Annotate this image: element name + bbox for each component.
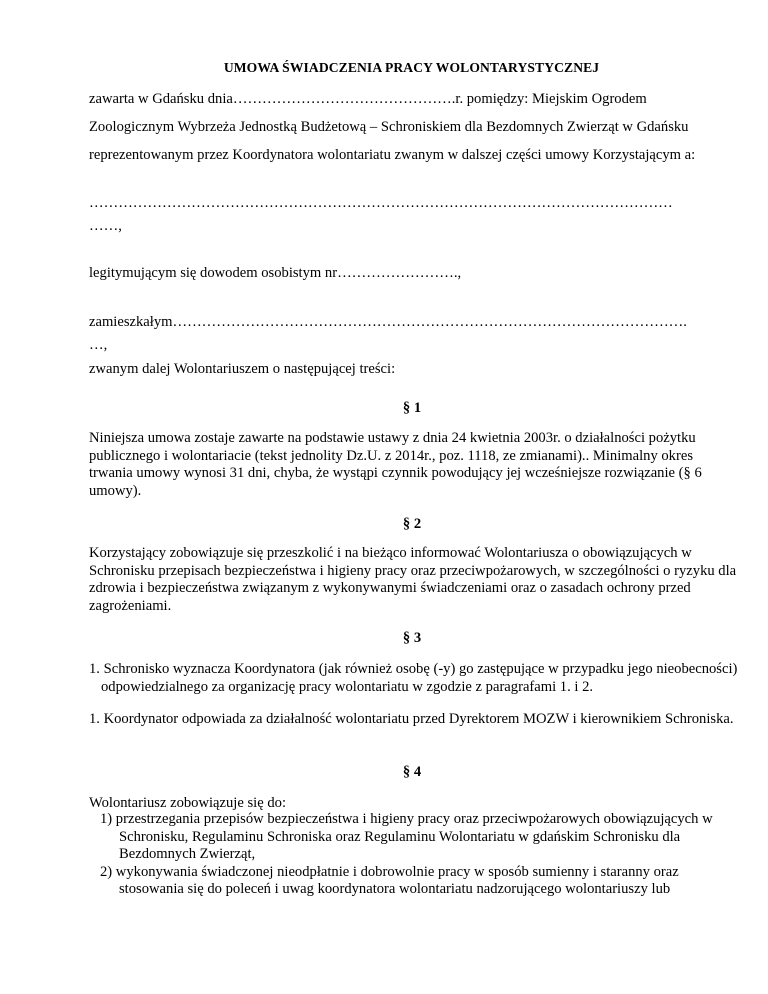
- address-line: zamieszkałym…………………………………………………………………………………………….: [89, 314, 687, 330]
- section-2-heading: § 2: [402, 516, 422, 532]
- intro-line-1: zawarta w Gdańsku dnia……………………………………….r. pomiędzy: Miejskim Ogrodem: [89, 91, 647, 107]
- list-item: 2) wykonywania świadczonej nieodpłatnie i dobrowolnie pracy w sposób sumienny i staranny oraz stosowania się do poleceń i uwag koordynatora wolontariatu nadzorującego wolontariuszy lub: [100, 863, 679, 897]
- section-1-text: Niniejsza umowa zostaje zawarte na podstawie ustawy z dnia 24 kwietnia 2003r. o działalności pożytku publicznego i wolontariacie (tekst jednolity Dz.U. z 2014r., poz. 1118, ze zmianami).. Minimalny okres trwania umowy wynosi 31 dni, chyba, że wystąpi czynnik powodujący jej wcześniejsze rozwiązanie (§ 6 umowy).: [89, 430, 702, 499]
- address-line-end: …,: [89, 337, 108, 353]
- section-4-list: [100, 811, 740, 899]
- intro-line-2: Zoologicznym Wybrzeża Jednostką Budżetową – Schroniskiem dla Bezdomnych Zwierząt w Gdańsku: [89, 119, 689, 135]
- id-number-line: legitymującym się dowodem osobistym nr…………………….,: [89, 265, 462, 281]
- blank-name-dots: …………………………………………………………………………………………………………: [89, 195, 673, 211]
- section-3-heading: § 3: [402, 630, 422, 646]
- volunteer-intro-line: zwanym dalej Wolontariuszem o następującej treści:: [89, 361, 396, 377]
- intro-line-3: reprezentowanym przez Koordynatora wolontariatu zwanym w dalszej części umowy Korzystającym a:: [89, 147, 696, 163]
- section-2-text: Korzystający zobowiązuje się przeszkolić i na bieżąco informować Wolontariusza o obowiązujących w Schronisku przepisach bezpieczeństwa i higieny pracy oraz przeciwpożarowych, w szczególności o ryzyku dla zdrowia i bezpieczeństwa związanym z wykonywanymi świadczeniami oraz o zasadach ochrony przed zagrożeniami.: [89, 545, 737, 614]
- section-4-heading: § 4: [402, 764, 422, 780]
- section-3-item-2: 1. Koordynator odpowiada za działalność wolontariatu przed Dyrektorem MOZW i kierownikiem Schroniska.: [89, 711, 734, 727]
- document-title: UMOWA ŚWIADCZENIA PRACY WOLONTARYSTYCZNEJ: [223, 60, 600, 75]
- section-3-item-1: 1. Schronisko wyznacza Koordynatora (jak również osobę (-y) go zastępujące w przypadku jego nieobecności) odpowiedzialnego za organizację pracy wolontariatu w zgodzie z paragrafami 1. i 2.: [89, 661, 738, 695]
- section-4-intro: Wolontariusz zobowiązuje się do:: [89, 795, 287, 811]
- blank-name-dots-end: ……,: [89, 218, 122, 234]
- section-1-heading: § 1: [402, 400, 422, 416]
- list-item: 1) przestrzegania przepisów bezpieczeństwa i higieny pracy oraz przeciwpożarowych obowiązujących w Schronisku, Regulaminu Schroniska oraz Regulaminu Wolontariatu w gdańskim Schronisku dla Bezdomnych Zwierząt,: [100, 811, 713, 862]
